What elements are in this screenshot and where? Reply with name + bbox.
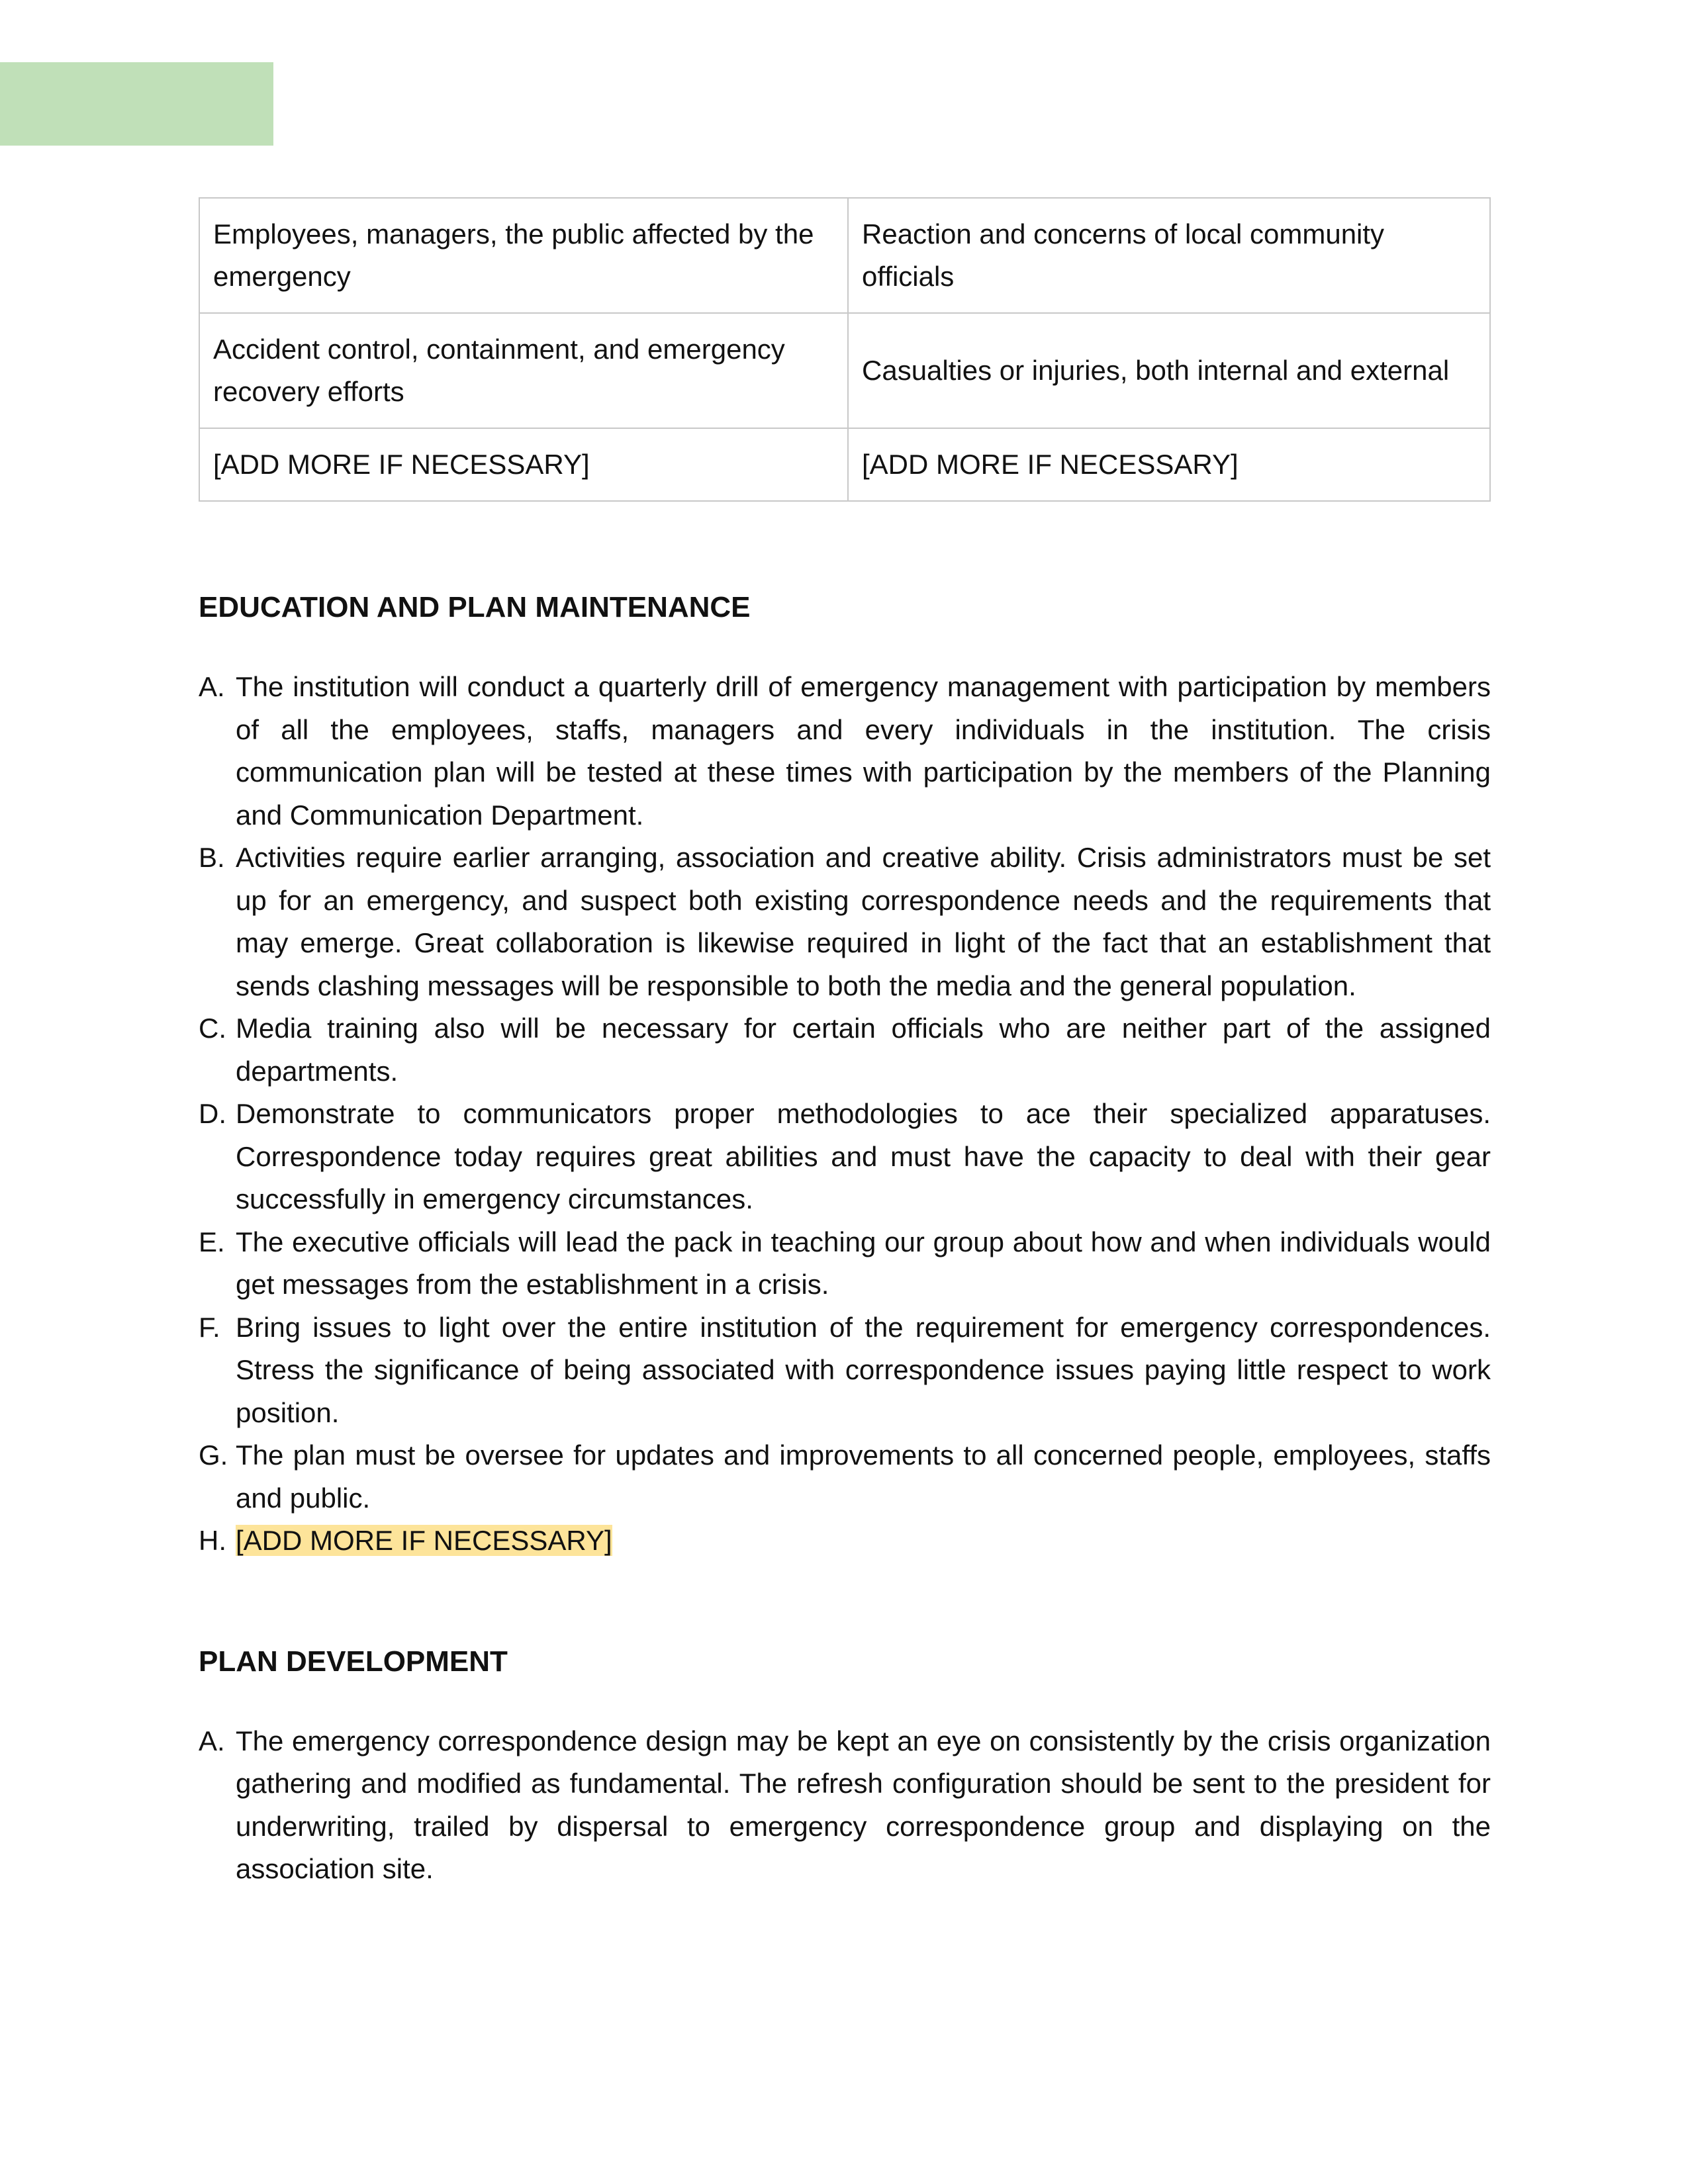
list-item [199, 666, 1491, 837]
list-marker: F. [199, 1311, 220, 1343]
list-item-text: Media training also will be necessary for certain officials who are neither part of the assigned departments. [236, 1013, 1491, 1087]
list-marker: D. [199, 1098, 226, 1129]
highlighted-placeholder-text: [ADD MORE IF NECESSARY] [236, 1525, 612, 1556]
list-item [199, 837, 1491, 1007]
list-item-text: Activities require earlier arranging, association and creative ability. Crisis administrators must be set up for an emergency, and suspect both existing correspondence needs and the requirements that may emerge. Great collaboration is likewise required in light of the fact that an establishment that sends clashing messages will be responsible to both the media and the general population. [236, 842, 1491, 1001]
audience-issues-table [199, 197, 1491, 502]
list-item-text: Bring issues to light over the entire institution of the requirement for emergency correspondences. Stress the significance of being associated with correspondence issues paying little respect to work position. [236, 1311, 1491, 1428]
list-item-text: The emergency correspondence design may be kept an eye on consistently by the crisis organization gathering and modified as fundamental. The refresh configuration should be sent to the president for underwriting, trailed by dispersal to emergency correspondence group and displaying on the association site. [236, 1725, 1491, 1884]
list-item [199, 1007, 1491, 1093]
list-item [199, 1720, 1491, 1891]
header-accent-bar [0, 62, 273, 146]
list-marker: H. [199, 1525, 226, 1556]
table-row [199, 198, 1490, 313]
list-item-text: The institution will conduct a quarterly drill of emergency management with participation by members of all the employees, staffs, managers and every individuals in the institution. The crisis communication plan will be tested at these times with participation by the members of the Planning and Communication Department. [236, 671, 1491, 831]
table-cell: Accident control, containment, and emergency recovery efforts [199, 313, 848, 428]
table-row [199, 428, 1490, 501]
table-cell: [ADD MORE IF NECESSARY] [199, 428, 848, 501]
list-item [199, 1434, 1491, 1520]
list-marker: C. [199, 1013, 226, 1044]
education-heading: EDUCATION AND PLAN MAINTENANCE [199, 591, 751, 623]
plan-development-heading: PLAN DEVELOPMENT [199, 1645, 508, 1678]
table-cell: Reaction and concerns of local community officials [848, 198, 1490, 313]
table-cell: Employees, managers, the public affected by the emergency [199, 198, 848, 313]
list-item [199, 1520, 1491, 1563]
list-item-text: The executive officials will lead the pack in teaching our group about how and when individuals would get messages from the establishment in a crisis. [236, 1226, 1491, 1300]
list-item [199, 1221, 1491, 1306]
table-cell: [ADD MORE IF NECESSARY] [848, 428, 1490, 501]
education-list [199, 666, 1491, 1563]
development-list [199, 1720, 1491, 1891]
list-item-text: Demonstrate to communicators proper methodologies to ace their specialized apparatuses. Correspondence today requires great abilities and must have the capacity to deal with their gear successfully in emergency circumstances. [236, 1098, 1491, 1214]
list-marker: A. [199, 1725, 225, 1756]
list-marker: E. [199, 1226, 225, 1257]
table-cell: Casualties or injuries, both internal and external [848, 313, 1490, 428]
list-item-text: The plan must be oversee for updates and improvements to all concerned people, employees, staffs and public. [236, 1439, 1491, 1514]
list-item [199, 1093, 1491, 1221]
list-marker: B. [199, 842, 225, 873]
table-row [199, 313, 1490, 428]
list-item [199, 1306, 1491, 1435]
list-marker: A. [199, 671, 225, 702]
list-marker: G. [199, 1439, 228, 1471]
document-body [199, 197, 1491, 1891]
